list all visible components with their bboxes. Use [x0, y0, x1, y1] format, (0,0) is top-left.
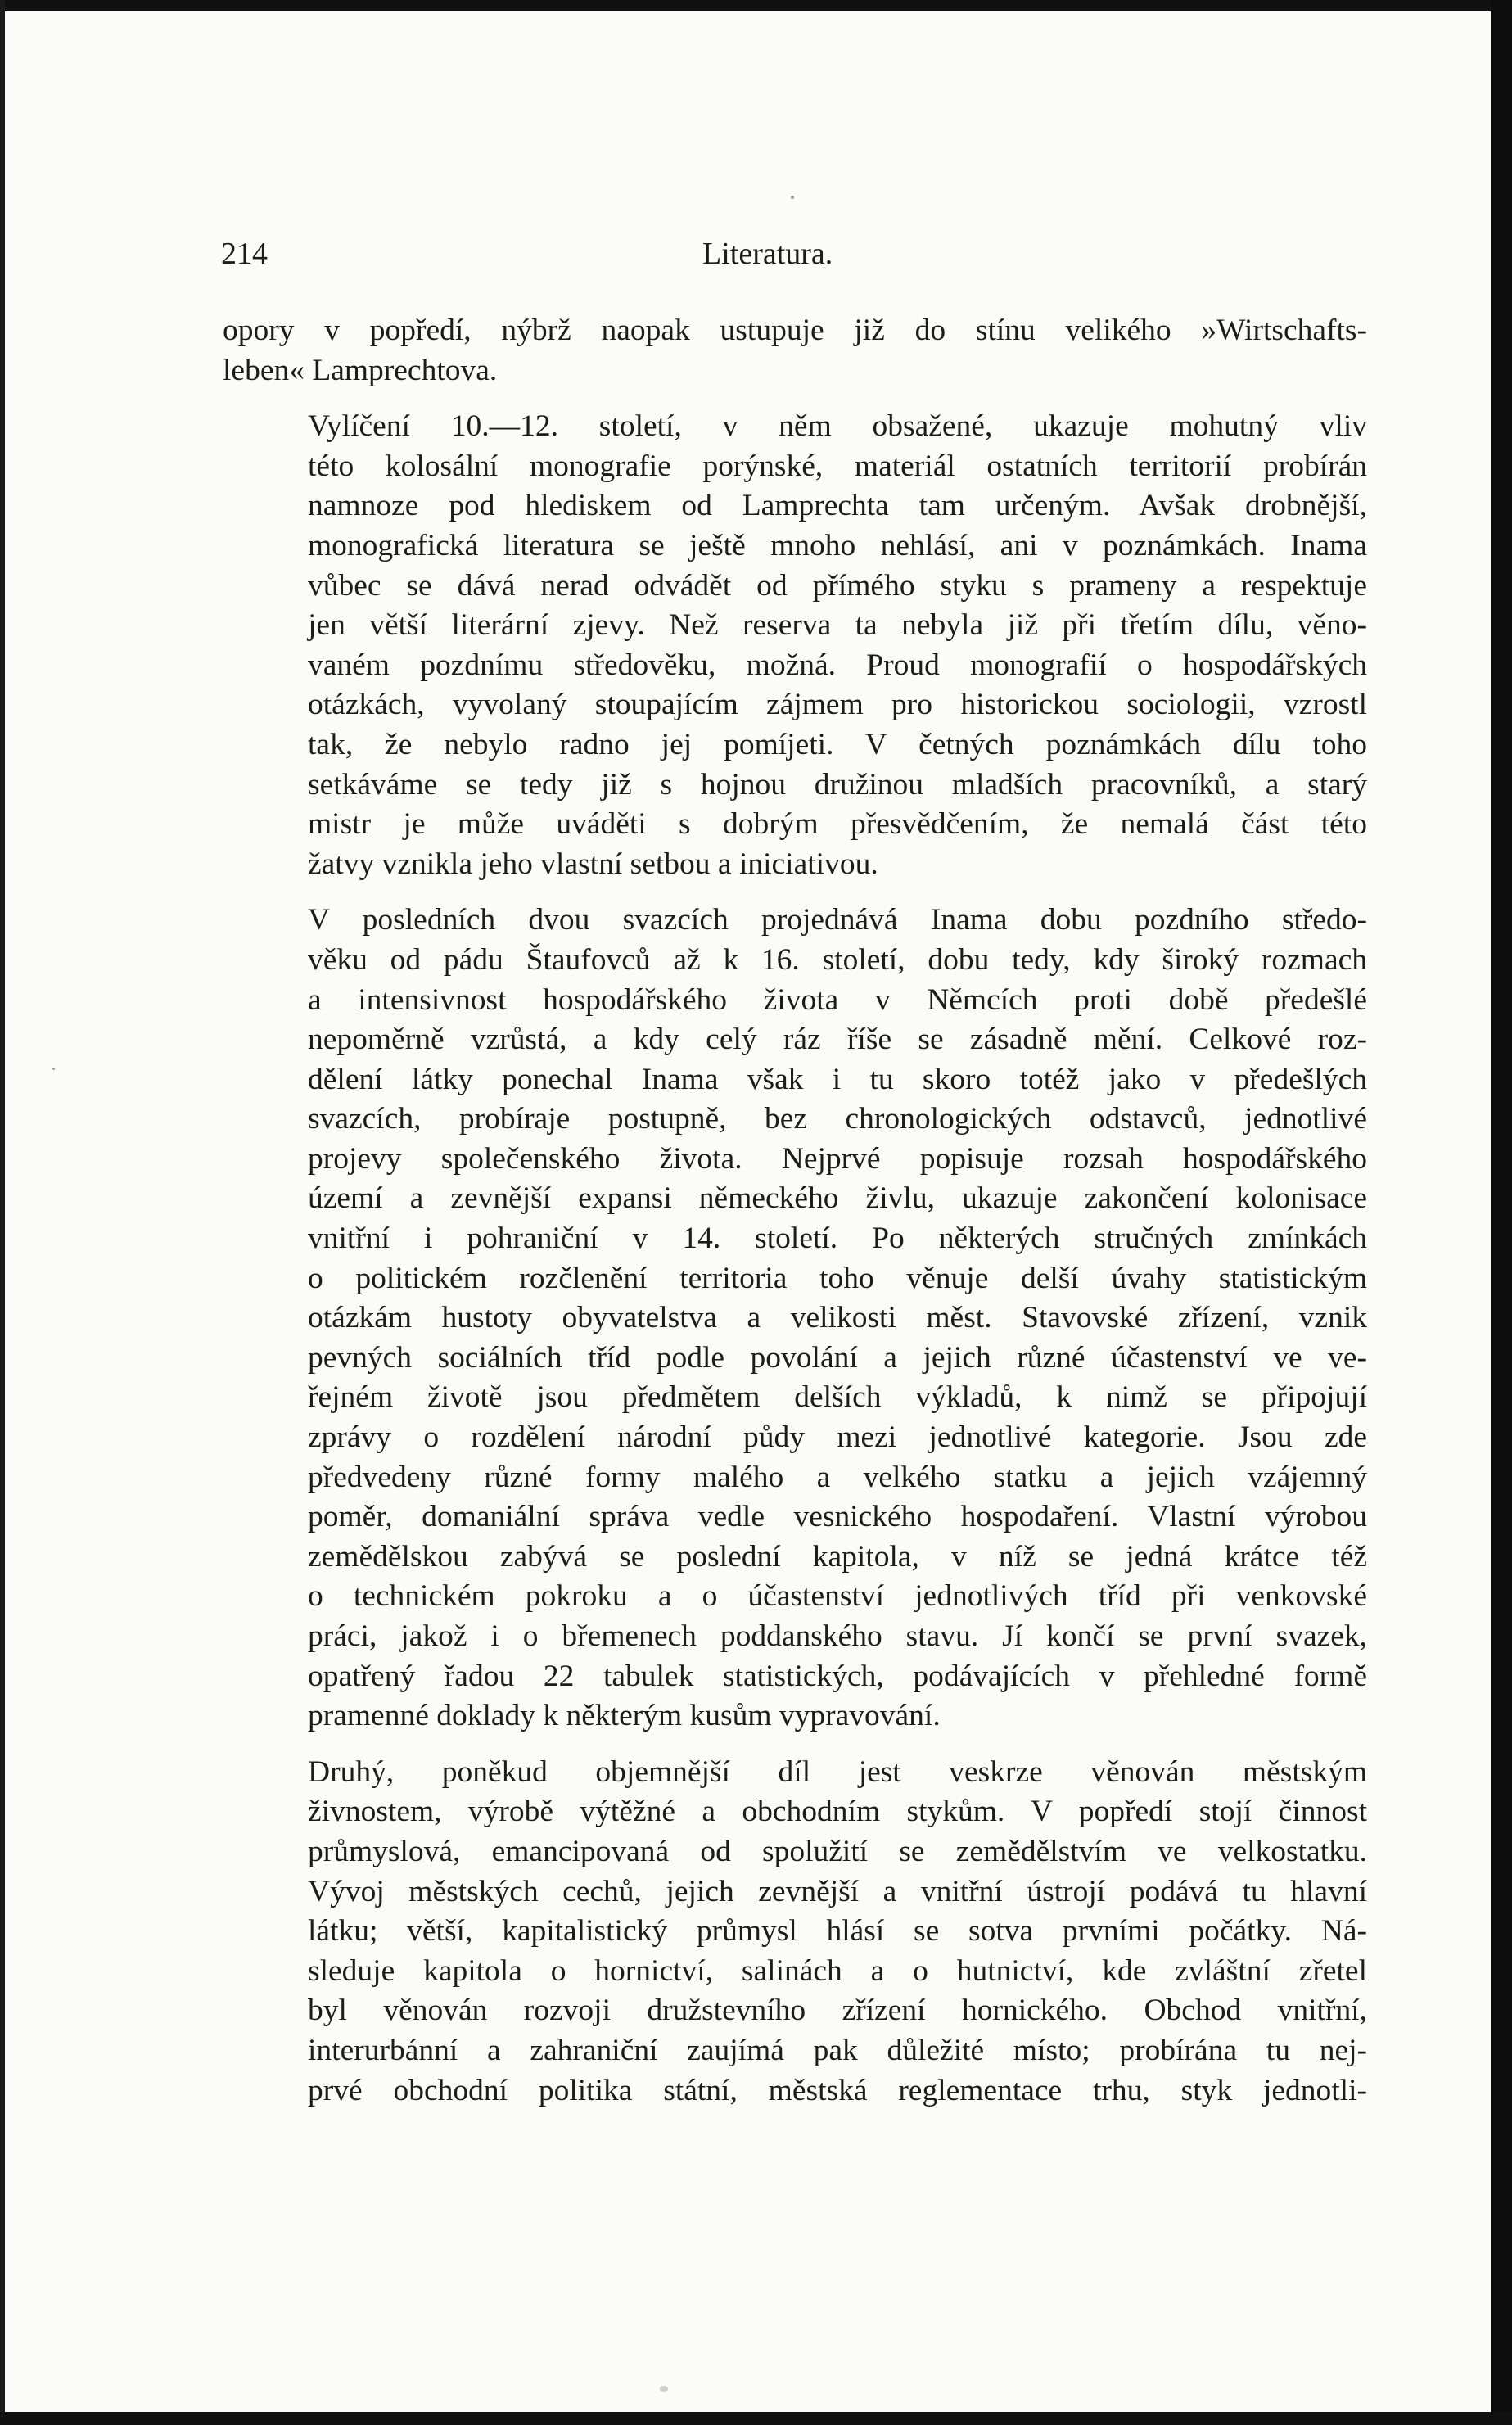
text-line: zprávy o rozdělení národní půdy mezi jednotlivé kategorie. Jsou zde	[308, 1420, 1367, 1455]
text-line: poměr, domaniální správa vedle vesnického hospodaření. Vlastní výrobou	[308, 1500, 1367, 1534]
body-text	[223, 311, 1367, 2111]
text-line: namnoze pod hlediskem od Lamprechta tam určeným. Avšak drobnější,	[308, 489, 1367, 523]
running-title: Literatura.	[702, 237, 833, 271]
paragraph	[223, 407, 1367, 884]
text-line: žatvy vznikla jeho vlastní setbou a iniciativou.	[308, 847, 878, 881]
text-line: prvé obchodní politika státní, městská reglementace trhu, styk jednotli-	[308, 2073, 1367, 2107]
text-line: vnitřní i pohraniční v 14. století. Po některých stručných zmínkách	[308, 1222, 1367, 1256]
text-line: dělení látky ponechal Inama však i tu skoro totéž jako v předešlých	[308, 1062, 1367, 1096]
text-line: opatřený řadou 22 tabulek statistických, podávajících v přehledné formě	[308, 1659, 1367, 1693]
text-line: byl věnován rozvoji družstevního zřízení hornického. Obchod vnitřní,	[308, 1994, 1367, 2028]
text-line: V posledních dvou svazcích projednává Inama dobu pozdního středo-	[308, 903, 1367, 937]
text-line: jen větší literární zjevy. Než reserva ta nebyla již při třetím dílu, věno-	[308, 608, 1367, 643]
text-line: svazcích, probíraje postupně, bez chronologických odstavců, jednotlivé	[308, 1102, 1367, 1136]
text-line: věku od pádu Štaufovců až k 16. století, dobu tedy, kdy široký rozmach	[308, 942, 1367, 977]
text-line: zemědělskou zabývá se poslední kapitola, v níž se jedná krátce též	[308, 1539, 1367, 1574]
text-line: tak, že nebylo radno jej pomíjeti. V četných poznámkách dílu toho	[308, 727, 1367, 761]
text-line: území a zevnější expansi německého živlu, ukazuje zakončení kolonisace	[308, 1181, 1367, 1216]
text-line: průmyslová, emancipovaná od spolužití se zemědělstvím ve velkostatku.	[308, 1834, 1367, 1868]
text-line: vůbec se dává nerad odvádět od přímého styku s prameny a respektuje	[308, 568, 1367, 603]
scan-border-top	[0, 0, 1512, 11]
text-line: sleduje kapitola o hornictví, salinách a o hutnictví, kde zvláštní zřetel	[308, 1953, 1367, 1988]
text-line: předvedeny různé formy malého a velkého statku a jejich vzájemný	[308, 1460, 1367, 1494]
paragraph	[223, 1753, 1367, 2111]
text-line: a intensivnost hospodářského života v Němcích proti době předešlé	[308, 982, 1367, 1017]
text-line: otázkách, vyvolaný stoupajícím zájmem pro historickou sociologii, vzrostl	[308, 688, 1367, 722]
text-line: otázkám hustoty obyvatelstva a velikosti měst. Stavovské zřízení, vznik	[308, 1301, 1367, 1335]
paper-speck	[791, 196, 794, 199]
paragraph-continuation	[223, 311, 1367, 391]
text-line: pevných sociálních tříd podle povolání a jejich různé účastenství ve ve-	[308, 1340, 1367, 1375]
text-line: nepoměrně vzrůstá, a kdy celý ráz říše se zásadně mění. Celkové roz-	[308, 1023, 1367, 1057]
text-line: této kolosální monografie porýnské, materiál ostatních territorií probírán	[308, 449, 1367, 483]
paper-speck	[52, 1068, 55, 1070]
text-line: monografická literatura se ještě mnoho nehlásí, ani v poznámkách. Inama	[308, 528, 1367, 562]
paper-speck	[660, 2386, 668, 2392]
text-line: látku; větší, kapitalistický průmysl hlásí se sotva prvními počátky. Ná-	[308, 1914, 1367, 1949]
text-line: leben« Lamprechtova.	[223, 353, 498, 387]
text-line: řejném životě jsou předmětem delších výkladů, k nimž se připojují	[308, 1380, 1367, 1415]
text-line: o technickém pokroku a o účastenství jednotlivých tříd při venkovské	[308, 1579, 1367, 1614]
text-line: Druhý, poněkud objemnější díl jest veskrze věnován městským	[308, 1754, 1367, 1789]
text-line: Vylíčení 10.—12. století, v něm obsažené, ukazuje mohutný vliv	[308, 409, 1367, 444]
page-number: 214	[221, 237, 268, 271]
scan-border-right	[1491, 0, 1512, 2425]
text-line: pramenné doklady k některým kusům vypravování.	[308, 1699, 941, 1733]
text-line: vaném pozdnímu středověku, možná. Proud monografií o hospodářských	[308, 648, 1367, 682]
text-line: setkáváme se tedy již s hojnou družinou mladších pracovníků, a starý	[308, 767, 1367, 802]
text-line: Vývoj městských cechů, jejich zevnější a vnitřní ústrojí podává tu hlavní	[308, 1874, 1367, 1908]
running-head	[221, 236, 1367, 277]
text-line: projevy společenského života. Nejprvé popisuje rozsah hospodářského	[308, 1141, 1367, 1176]
paragraph	[223, 901, 1367, 1736]
text-line: práci, jakož i o břemenech poddanského stavu. Jí končí se první svazek,	[308, 1619, 1367, 1653]
text-line: opory v popředí, nýbrž naopak ustupuje již do stínu velikého »Wirtschafts-	[223, 314, 1367, 347]
text-line: mistr je může uváděti s dobrým přesvědčením, že nemalá část této	[308, 807, 1367, 842]
text-line: o politickém rozčlenění territoria toho věnuje delší úvahy statistickým	[308, 1261, 1367, 1295]
scan-border-bottom	[0, 2412, 1512, 2425]
text-line: interurbánní a zahraniční zaujímá pak důležité místo; probírána tu nej-	[308, 2033, 1367, 2067]
text-line: živnostem, výrobě výtěžné a obchodním stykům. V popředí stojí činnost	[308, 1795, 1367, 1829]
